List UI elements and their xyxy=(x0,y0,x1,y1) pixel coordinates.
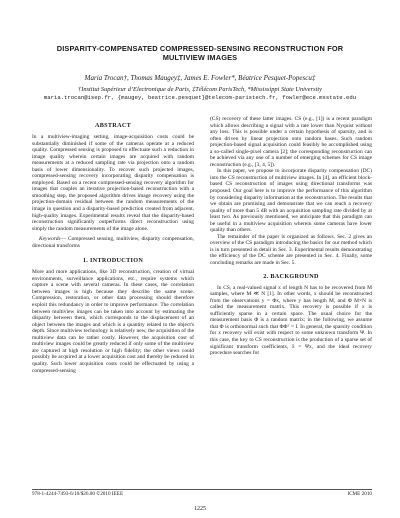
right-column xyxy=(210,116,372,357)
page-number: 1225 xyxy=(194,506,206,512)
intro-paragraph-continued: (CS) recovery of these latter images. CS (e.g., [1]) is a recent paradigm which allows describing a signal with a rate lower than Nyquist without any loss. This is possible under a certain hypothesis of sparsity, and is often driven by linear projection onto random bases. Such random projection-based signal acquisition could feasibly be accomplished using a so-called single-pixel camera [2]; the corresponding reconstruction can be achieved via any one of a number of emerging schemes for CS image reconstruction (e.g., [3, 4, 5]). xyxy=(210,116,372,168)
keywords-label: Keywords xyxy=(39,236,61,243)
introduction-body: More and more applications, like 3D reconstruction, creation of virtual environments, surveillance applications, etc., require systems which capture a scene with several cameras. In these cases, the correlation between images is high because they describe the same scene. Compression, restoration, or other data processing should therefore exploit this redundancy in order to improve performance. The correlation between multiview images can be taken into account by estimating the disparity between them, which corresponds to the displacement of an object between the images and which is a quantity related to the object's depth. Since multiview technology is relatively new, the acquisition of the multiview data can be rather costly. However, the acquisition cost of multiview images could be greatly reduced if only some of the multiview are captured at high resolution or high fidelity; the other views could possibly be acquired at a lower acquisition cost and thereby be reduced in quality. Such lower acquisition costs could be effectuated by using a compressed-sensing xyxy=(32,269,194,374)
keywords xyxy=(32,236,194,249)
intro-paragraph-organization: The remainder of the paper is organized as follows. Sec. 2 gives an overview of the CS paradigm introducing the basics for our method which is in turn presented in detail in Sec. 3. Experimental results demonstrating the efficiency of the DC scheme are presented in Sec. 4. Finally, some concluding remarks are made in Sec. 5. xyxy=(210,233,372,267)
footer-divider xyxy=(32,489,372,490)
affiliations: †Institut Supérieur d’Electronique de Paris, ‡Télécom ParisTech, *Mississippi State University xyxy=(78,86,322,93)
title-line-1: DISPARITY-COMPENSATED COMPRESSED-SENSING RECONSTRUCTION FOR xyxy=(56,44,344,53)
background-body: In CS, a real-valued signal x of length N has to be recovered from M samples, where M ≪ N [1]. In other words, x should be reconstructed from the observations y = Φx, where y has length M, and Φ M×N is called the measurement matrix. This recovery is possible if x is sufficiently sparse in a certain space. The usual choice for the measurement basis Φ is a random matrix; in the following, we assume that Φ is orthonormal such that ΦΦᵀ = I. In general, the sparsity condition for x recovery will exist with respect to some unknown transform Ψ. In this case, the key to CS reconstruction is the production of a sparse set of significant transform coefficients, x̂ = Ψx, and the ideal recovery procedure searches for xyxy=(210,284,372,357)
keywords-text: — Compressed sensing, multiview, disparity compensation, directional transforms xyxy=(32,236,194,249)
author-emails: maria.trocan@isep.fr, {maugey, beatrice.pesquet}@telecom-paristech.fr, fowler@ece.msstate.edu xyxy=(43,94,357,101)
author-list: Maria Trocan†, Thomas Maugey‡, James E. Fowler*, Béatrice Pesquet-Popescu‡ xyxy=(84,74,316,82)
background-heading: 2. BACKGROUND xyxy=(263,272,319,280)
paper-title xyxy=(20,44,380,62)
conference-name: ICME 2010 xyxy=(347,491,372,497)
abstract-heading: ABSTRACT xyxy=(94,122,132,129)
title-line-2: MULTIVIEW IMAGES xyxy=(162,53,238,62)
intro-paragraph-proposal: In this paper, we propose to incorporate disparity compensation (DC) into the CS reconstruction of multiview images. In [4], an efficient block-based CS reconstruction of images using directional transforms was proposed. Our goal here is to improve the performance of this algorithm by considering disparity information at the reconstruction. The results that we obtain are promising and demonstrate that we can reach a recovery quality of more than 5 dB with an acquisition sampling rate divided by at least two. As previously mentioned, we anticipate that this paradigm can be useful in a multiview acquisition wherein some cameras have lower quality than others. xyxy=(210,168,372,234)
abstract-body: In a multiview-imaging setting, image-acquisition costs could be substantially diminished if some of the cameras operate at a reduced quality. Compressed sensing is proposed to effectuate such a reduction in image quality wherein certain images are acquired with random measurements at a reduced sampling rate via projection onto a random basis of lower dimensionality. To recover such projected images, compressed-sensing recovery incorporating disparity compensation is employed. Based on a recent compressed-sensing recovery algorithm for images that couples an iterative projection-based reconstruction with a smoothing step, the proposed algorithm drives image recovery using the projection-domain residual between the random measurements of the image in question and a disparity-based prediction created from adjacent, high-quality images. Experimental results reveal that the disparity-based reconstruction significantly outperforms direct reconstruction using simply the random measurements of the image alone. xyxy=(32,134,194,232)
copyright-notice: 978-1-4244-7493-6/10/$26.00 ©2010 IEEE xyxy=(32,491,124,497)
introduction-heading: 1. INTRODUCTION xyxy=(82,257,144,265)
left-column xyxy=(32,118,194,374)
